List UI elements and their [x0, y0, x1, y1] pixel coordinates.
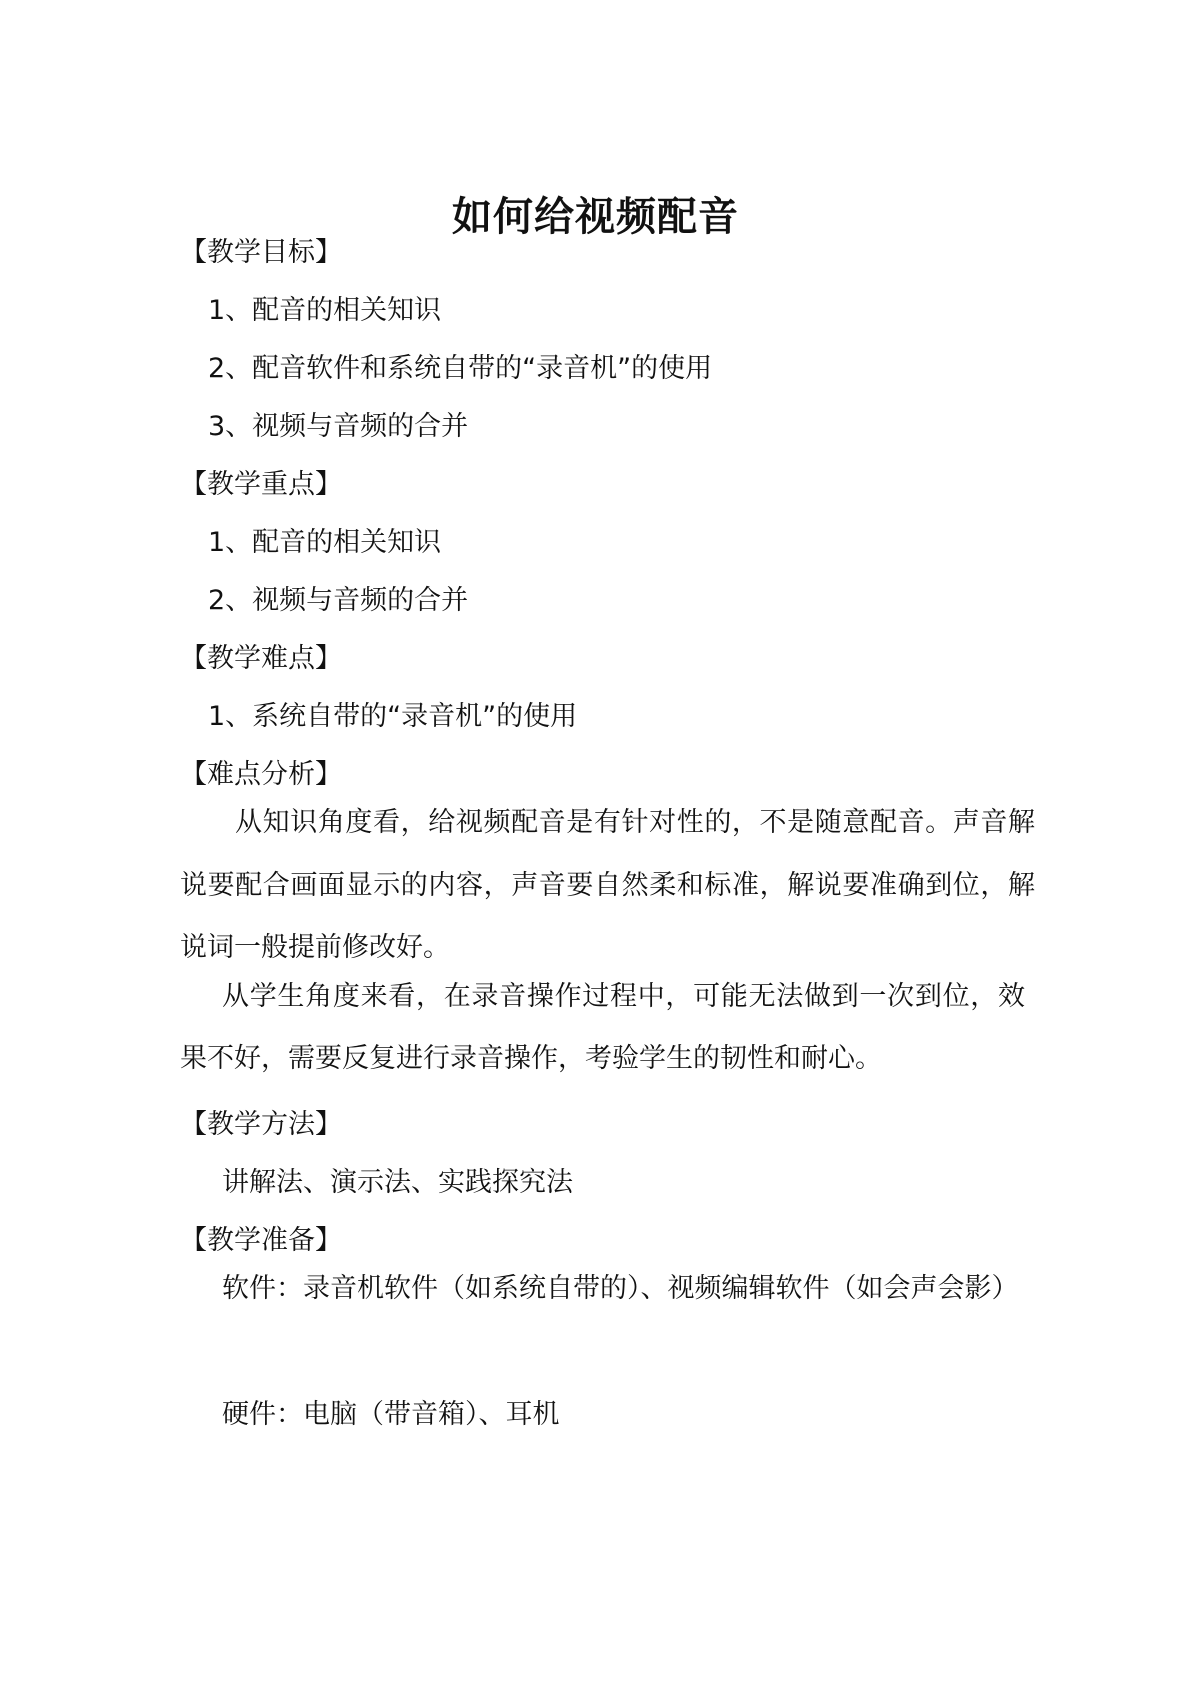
- section-heading-key-points: 【教学重点】: [180, 469, 342, 500]
- teaching-methods-text: 讲解法、演示法、实践探究法: [222, 1167, 573, 1198]
- objective-item-3: 3、视频与音频的合并: [208, 411, 469, 442]
- section-heading-difficult-points: 【教学难点】: [180, 643, 342, 674]
- section-heading-teaching-preparation: 【教学准备】: [180, 1225, 342, 1256]
- objective-item-1: 1、配音的相关知识: [208, 295, 442, 326]
- section-heading-difficulty-analysis: 【难点分析】: [180, 759, 342, 790]
- section-heading-teaching-objectives: 【教学目标】: [180, 237, 342, 268]
- analysis-paragraph-student: 从学生角度来看，在录音操作过程中，可能无法做到一次到位，效果不好，需要反复进行录音操作，考验学生的韧性和耐心。: [180, 981, 1025, 1074]
- key-point-item-2: 2、视频与音频的合并: [208, 585, 469, 616]
- section-heading-teaching-methods: 【教学方法】: [180, 1109, 342, 1140]
- objective-item-2: 2、配音软件和系统自带的“录音机”的使用: [208, 353, 713, 384]
- difficult-point-item-1: 1、系统自带的“录音机”的使用: [208, 701, 578, 732]
- key-point-item-1: 1、配音的相关知识: [208, 527, 442, 558]
- document-title: 如何给视频配音: [452, 193, 739, 240]
- software-preparation-text: 软件：录音机软件（如系统自带的）、视频编辑软件（如会声会影）: [222, 1273, 1019, 1304]
- analysis-paragraph-knowledge: 从知识角度看，给视频配音是有针对性的，不是随意配音。声音解说要配合画面显示的内容，声音要自然柔和标准，解说要准确到位，解说词一般提前修改好。: [180, 807, 1035, 963]
- hardware-preparation-text: 硬件：电脑（带音箱）、耳机: [222, 1399, 560, 1430]
